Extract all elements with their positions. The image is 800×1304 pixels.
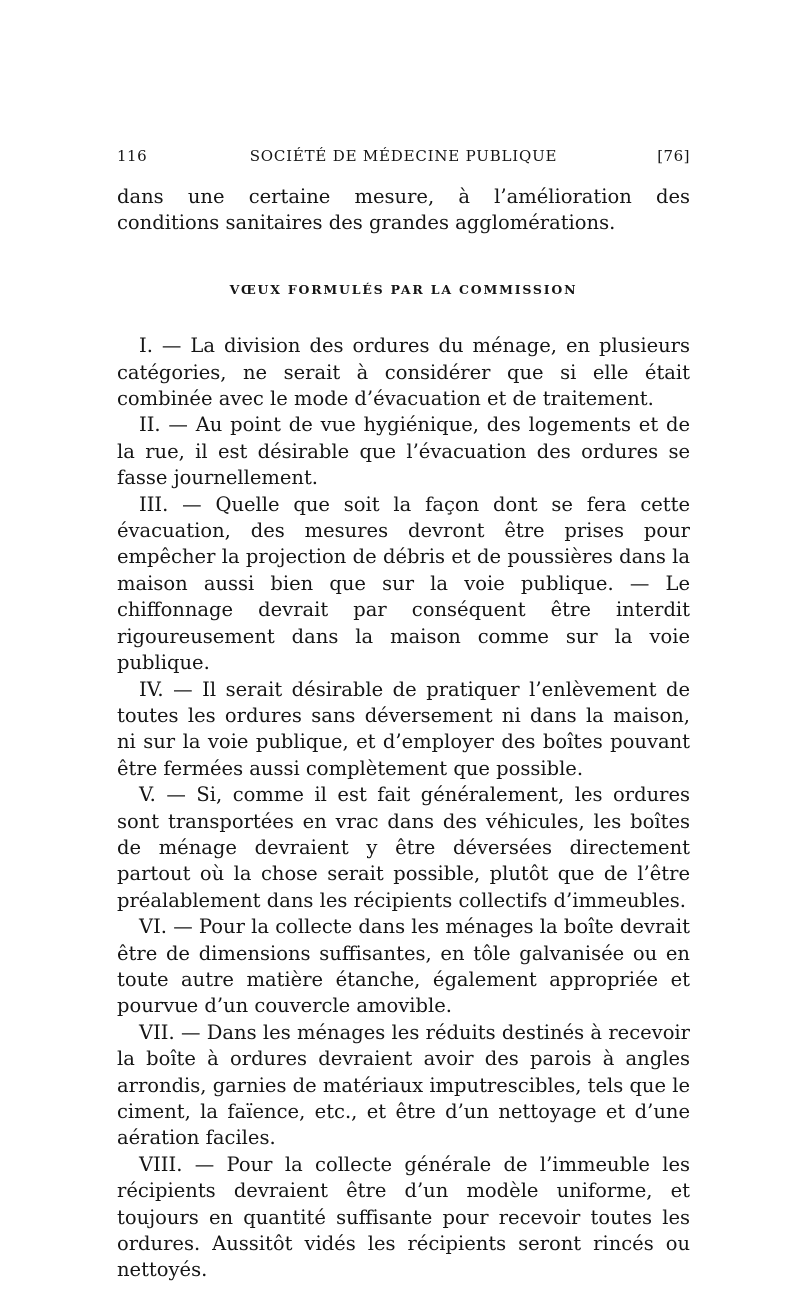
page-body: [117, 184, 690, 1284]
voeu-paragraph-7: VII. — Dans les ménages les réduits destinés à recevoir la boîte à ordures devraient avoir des parois à angles arrondis, garnies de matériaux imputrescibles, tels que le ciment, la faïence, etc., et être d’un nettoyage et d’une aération faciles.: [117, 1020, 690, 1150]
intro-paragraph: dans une certaine mesure, à l’amélioration des conditions sanitaires des grandes agglomérations.: [117, 185, 690, 235]
running-title: SOCIÉTÉ DE MÉDECINE PUBLIQUE: [249, 147, 558, 165]
voeu-paragraph-1: I. — La division des ordures du ménage, en plusieurs catégories, ne serait à considérer que si elle était combinée avec le mode d’évacuation et de traitement.: [117, 334, 690, 411]
voeu-paragraph-2: II. — Au point de vue hygiénique, des logements et de la rue, il est désirable que l’évacuation des ordures se fasse journellement.: [117, 413, 690, 490]
voeu-paragraph-3: III. — Quelle que soit la façon dont se fera cette évacuation, des mesures devront être prises pour empêcher la projection de débris et de poussières dans la maison aussi bien que sur la voie publique. — Le chiffonnage devrait par conséquent être interdit rigoureusement dans la maison comme sur la voie publique.: [117, 492, 690, 675]
bracket-page-number: [76]: [657, 147, 690, 165]
section-heading: VŒUX FORMULÉS PAR LA COMMISSION: [229, 281, 578, 297]
voeu-paragraph-8: VIII. — Pour la collecte générale de l’immeuble les récipients devraient être d’un modèle uniforme, et toujours en quantité suffisante pour recevoir toutes les ordures. Aussitôt vidés les récipients seront rincés ou nettoyés.: [117, 1152, 690, 1282]
voeu-paragraph-4: IV. — Il serait désirable de pratiquer l’enlèvement de toutes les ordures sans déversement ni dans la maison, ni sur la voie publique, et d’employer des boîtes pouvant être fermées aussi complètement que possible.: [117, 677, 690, 780]
page-number: 116: [117, 147, 148, 165]
voeu-paragraph-5: V. — Si, comme il est fait généralement, les ordures sont transportées en vrac dans des véhicules, les boîtes de ménage devraient y être déversées directement partout où la chose serait possible, plutôt que de l’être préalablement dans les récipients collectifs d’immeubles.: [117, 783, 690, 912]
voeu-paragraph-6: VI. — Pour la collecte dans les ménages la boîte devrait être de dimensions suffisantes, en tôle galvanisée ou en toute autre matière étanche, également appropriée et pourvue d’un couvercle amovible.: [117, 915, 690, 1018]
running-header: [117, 147, 690, 173]
